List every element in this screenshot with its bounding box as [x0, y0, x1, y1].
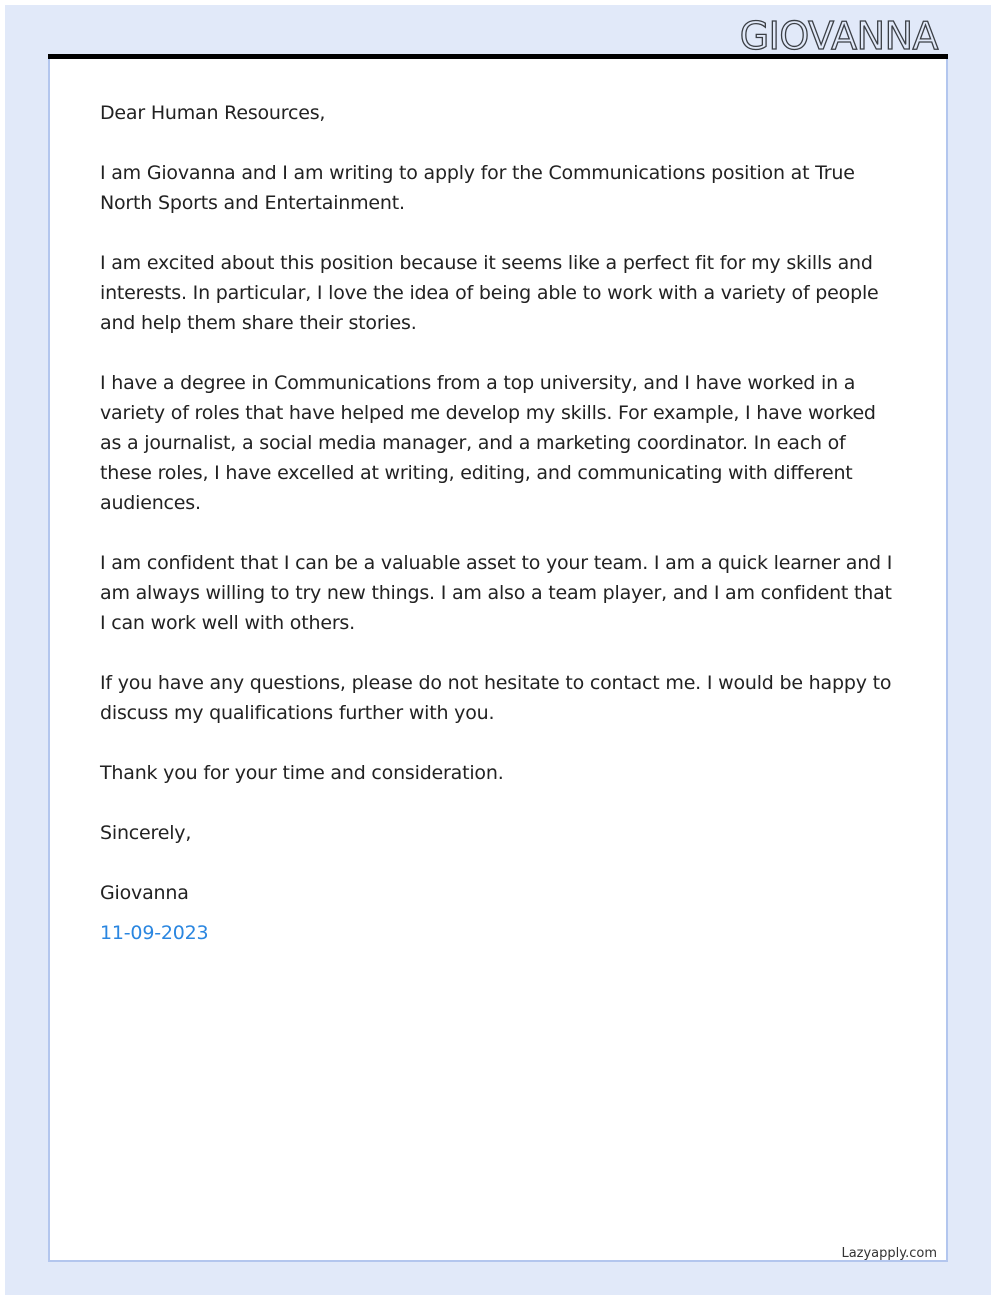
letter-date: 11-09-2023	[100, 922, 209, 944]
letter-body	[100, 98, 900, 978]
paragraph-thanks: Thank you for your time and consideration.	[100, 762, 504, 784]
paragraph-contact: If you have any questions, please do not hesitate to contact me. I would be happy to discuss my qualifications further with you.	[100, 672, 892, 724]
signer-name: Giovanna	[100, 882, 189, 904]
paragraph-confidence: I am confident that I can be a valuable asset to your team. I am a quick learner and I am always willing to try new things. I am also a team player, and I am confident that I can work well with others.	[100, 552, 893, 634]
header-name: GIOVANNA	[739, 14, 938, 58]
salutation: Dear Human Resources,	[100, 102, 326, 124]
closing: Sincerely,	[100, 822, 192, 844]
paragraph-intro: I am Giovanna and I am writing to apply for the Communications position at True North Sports and Entertainment.	[100, 162, 855, 214]
footer-brand: Lazyapply.com	[841, 1246, 937, 1261]
paragraph-motivation: I am excited about this position because it seems like a perfect fit for my skills and interests. In particular, I love the idea of being able to work with a variety of people and help them share their stories.	[100, 252, 879, 334]
paragraph-experience: I have a degree in Communications from a top university, and I have worked in a variety of roles that have helped me develop my skills. For example, I have worked as a journalist, a social media manager, and a marketing coordinator. In each of these roles, I have excelled at writing, editing, and communicating with different audiences.	[100, 372, 876, 514]
